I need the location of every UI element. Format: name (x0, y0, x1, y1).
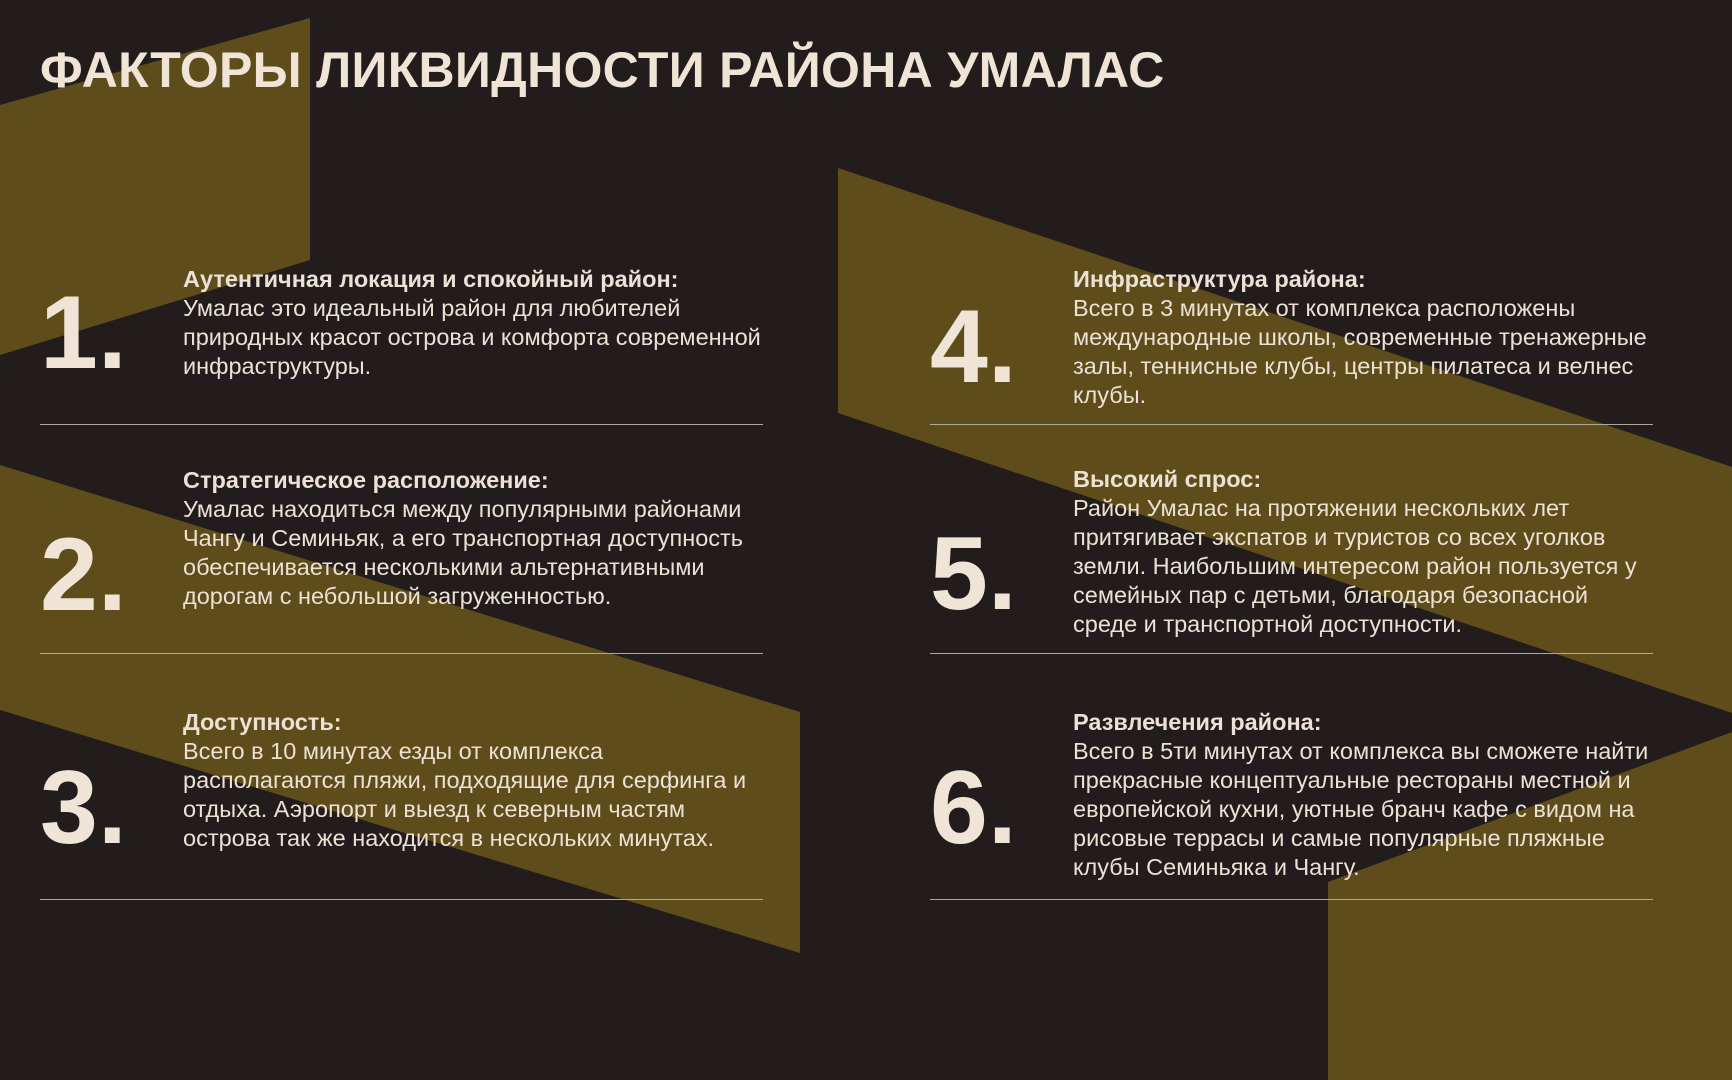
factor-heading: Развлечения района: (1073, 709, 1322, 735)
page-title: ФАКТОРЫ ЛИКВИДНОСТИ РАЙОНА УМАЛАС (40, 42, 1165, 98)
factor-text (183, 265, 763, 381)
divider (930, 899, 1653, 900)
factor-description: Район Умалас на протяжении нескольких лет притягивает экспатов и туристов со всех уголков земли. Наибольшим интересом район пользуется у семейных пар с детьми, благодаря безопасной среде и транспортной доступности. (1073, 495, 1637, 637)
factor-number: 4. (930, 289, 1017, 405)
divider (40, 899, 763, 900)
factor-text (1073, 265, 1653, 410)
factor-text (1073, 708, 1653, 882)
factor-number: 6. (930, 750, 1017, 866)
factor-heading: Аутентичная локация и спокойный район: (183, 266, 679, 292)
factor-number: 2. (40, 517, 127, 633)
factor-description: Умалас находиться между популярными районами Чангу и Семиньяк, а его транспортная доступность обеспечивается несколькими альтернативными дорогам с небольшой загруженностью. (183, 496, 744, 609)
factor-text (183, 708, 763, 853)
factor-heading: Стратегическое расположение: (183, 467, 549, 493)
divider (40, 424, 763, 425)
factor-text (1073, 465, 1653, 639)
divider (40, 653, 763, 654)
divider (930, 653, 1653, 654)
factor-heading: Высокий спрос: (1073, 466, 1262, 492)
factor-heading: Инфраструктура района: (1073, 266, 1366, 292)
factor-description: Умалас это идеальный район для любителей природных красот острова и комфорта современной инфраструктуры. (183, 295, 761, 379)
divider (930, 424, 1653, 425)
factor-number: 5. (930, 516, 1017, 632)
factor-number: 3. (40, 750, 127, 866)
factor-number: 1. (40, 275, 127, 391)
factor-heading: Доступность: (183, 709, 342, 735)
factor-text (183, 466, 763, 611)
factor-description: Всего в 10 минутах езды от комплекса располагаются пляжи, подходящие для серфинга и отдыха. Аэропорт и выезд к северным частям острова так же находится в нескольких минутах. (183, 738, 747, 851)
factor-description: Всего в 3 минутах от комплекса расположены международные школы, современные тренажерные залы, теннисные клубы, центры пилатеса и велнес клубы. (1073, 295, 1647, 408)
factor-description: Всего в 5ти минутах от комплекса вы сможете найти прекрасные концептуальные рестораны местной и европейской кухни, уютные бранч кафе с видом на рисовые террасы и самые популярные пляжные клубы Семиньяка и Чангу. (1073, 738, 1649, 880)
